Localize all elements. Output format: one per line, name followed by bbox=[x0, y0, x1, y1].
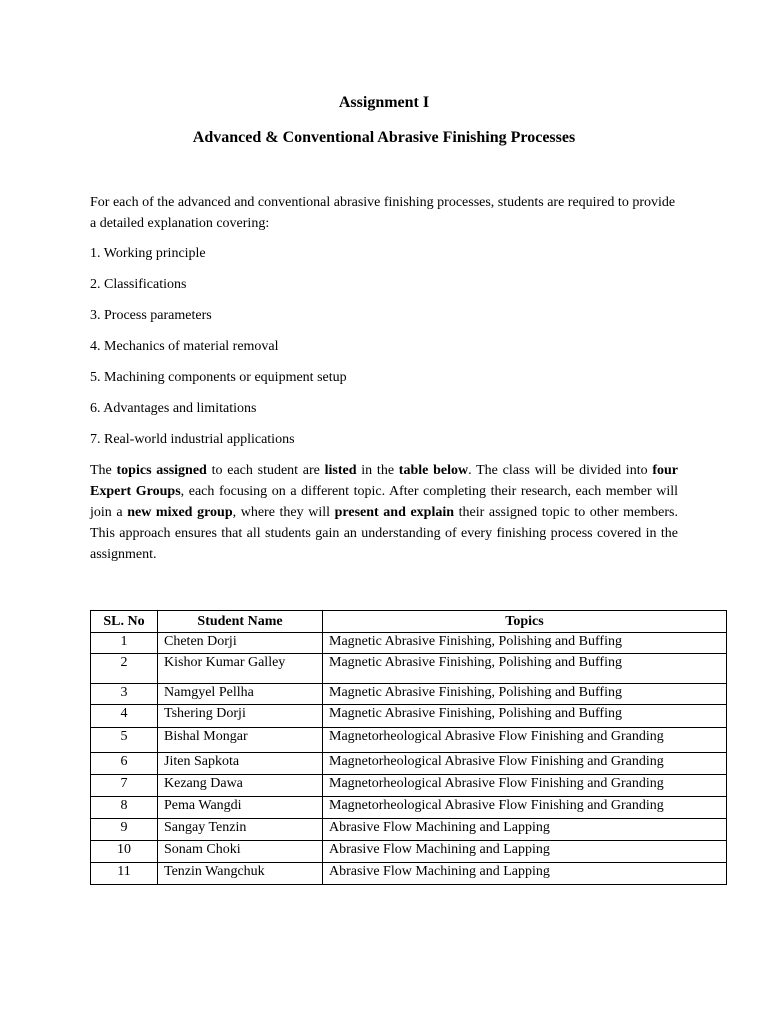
student-name-cell: Jiten Sapkota bbox=[158, 753, 323, 775]
list-item: 5. Machining components or equipment setup bbox=[90, 370, 347, 385]
topic-cell: Magnetorheological Abrasive Flow Finishing and Granding bbox=[323, 728, 727, 753]
sl-no-cell: 3 bbox=[91, 684, 158, 705]
table-row bbox=[91, 819, 727, 841]
document-title: Assignment I bbox=[338, 94, 430, 111]
list-item: 1. Working principle bbox=[90, 246, 206, 261]
student-name-cell: Tenzin Wangchuk bbox=[158, 863, 323, 885]
sl-no-cell: 7 bbox=[91, 775, 158, 797]
sl-no-cell: 1 bbox=[91, 633, 158, 654]
header-student-name: Student Name bbox=[158, 611, 323, 633]
sl-no-cell: 9 bbox=[91, 819, 158, 841]
student-name-cell: Bishal Mongar bbox=[158, 728, 323, 753]
student-name-cell: Tshering Dorji bbox=[158, 705, 323, 728]
topic-cell: Magnetic Abrasive Finishing, Polishing and Buffing bbox=[323, 654, 727, 684]
list-item: 3. Process parameters bbox=[90, 308, 212, 323]
table-row bbox=[91, 753, 727, 775]
list-item: 7. Real-world industrial applications bbox=[90, 432, 295, 447]
topic-cell: Abrasive Flow Machining and Lapping bbox=[323, 863, 727, 885]
topic-cell: Magnetorheological Abrasive Flow Finishing and Granding bbox=[323, 775, 727, 797]
table-header-row bbox=[91, 611, 727, 633]
list-item: 2. Classifications bbox=[90, 277, 187, 292]
table-row bbox=[91, 728, 727, 753]
topic-cell: Magnetorheological Abrasive Flow Finishing and Granding bbox=[323, 797, 727, 819]
header-topics: Topics bbox=[323, 611, 727, 633]
topic-cell: Magnetic Abrasive Finishing, Polishing and Buffing bbox=[323, 705, 727, 728]
table-row bbox=[91, 654, 727, 684]
student-name-cell: Pema Wangdi bbox=[158, 797, 323, 819]
topic-cell: Magnetorheological Abrasive Flow Finishing and Granding bbox=[323, 753, 727, 775]
document-subtitle: Advanced & Conventional Abrasive Finishing Processes bbox=[192, 129, 576, 146]
topic-cell: Magnetic Abrasive Finishing, Polishing and Buffing bbox=[323, 684, 727, 705]
table-row bbox=[91, 863, 727, 885]
sl-no-cell: 11 bbox=[91, 863, 158, 885]
sl-no-cell: 8 bbox=[91, 797, 158, 819]
topic-cell: Magnetic Abrasive Finishing, Polishing and Buffing bbox=[323, 633, 727, 654]
header-sl-no: SL. No bbox=[91, 611, 158, 633]
student-name-cell: Kishor Kumar Galley bbox=[158, 654, 323, 684]
topic-cell: Abrasive Flow Machining and Lapping bbox=[323, 819, 727, 841]
sl-no-cell: 2 bbox=[91, 654, 158, 684]
sl-no-cell: 5 bbox=[91, 728, 158, 753]
table-row bbox=[91, 775, 727, 797]
table-row bbox=[91, 684, 727, 705]
table-row bbox=[91, 705, 727, 728]
topic-cell: Abrasive Flow Machining and Lapping bbox=[323, 841, 727, 863]
table-row bbox=[91, 797, 727, 819]
table-row bbox=[91, 841, 727, 863]
student-name-cell: Cheten Dorji bbox=[158, 633, 323, 654]
student-name-cell: Kezang Dawa bbox=[158, 775, 323, 797]
student-name-cell: Sonam Choki bbox=[158, 841, 323, 863]
assignment-table bbox=[90, 610, 727, 885]
list-item: 6. Advantages and limitations bbox=[90, 401, 257, 416]
description-paragraph: The topics assigned to each student are listed in the table below. The class will be divided into four Expert Groups, each focusing on a different topic. After completing their research, each member will join a new mixed group, where they will present and explain their assigned topic to other members. This approach ensures that all students gain an understanding of every finishing process covered in the assignment. bbox=[90, 463, 679, 562]
table-row bbox=[91, 633, 727, 654]
sl-no-cell: 6 bbox=[91, 753, 158, 775]
list-item: 4. Mechanics of material removal bbox=[90, 339, 279, 354]
intro-paragraph: For each of the advanced and conventional abrasive finishing processes, students are required to provide a detailed explanation covering: bbox=[90, 195, 676, 231]
student-name-cell: Sangay Tenzin bbox=[158, 819, 323, 841]
sl-no-cell: 4 bbox=[91, 705, 158, 728]
student-name-cell: Namgyel Pellha bbox=[158, 684, 323, 705]
sl-no-cell: 10 bbox=[91, 841, 158, 863]
